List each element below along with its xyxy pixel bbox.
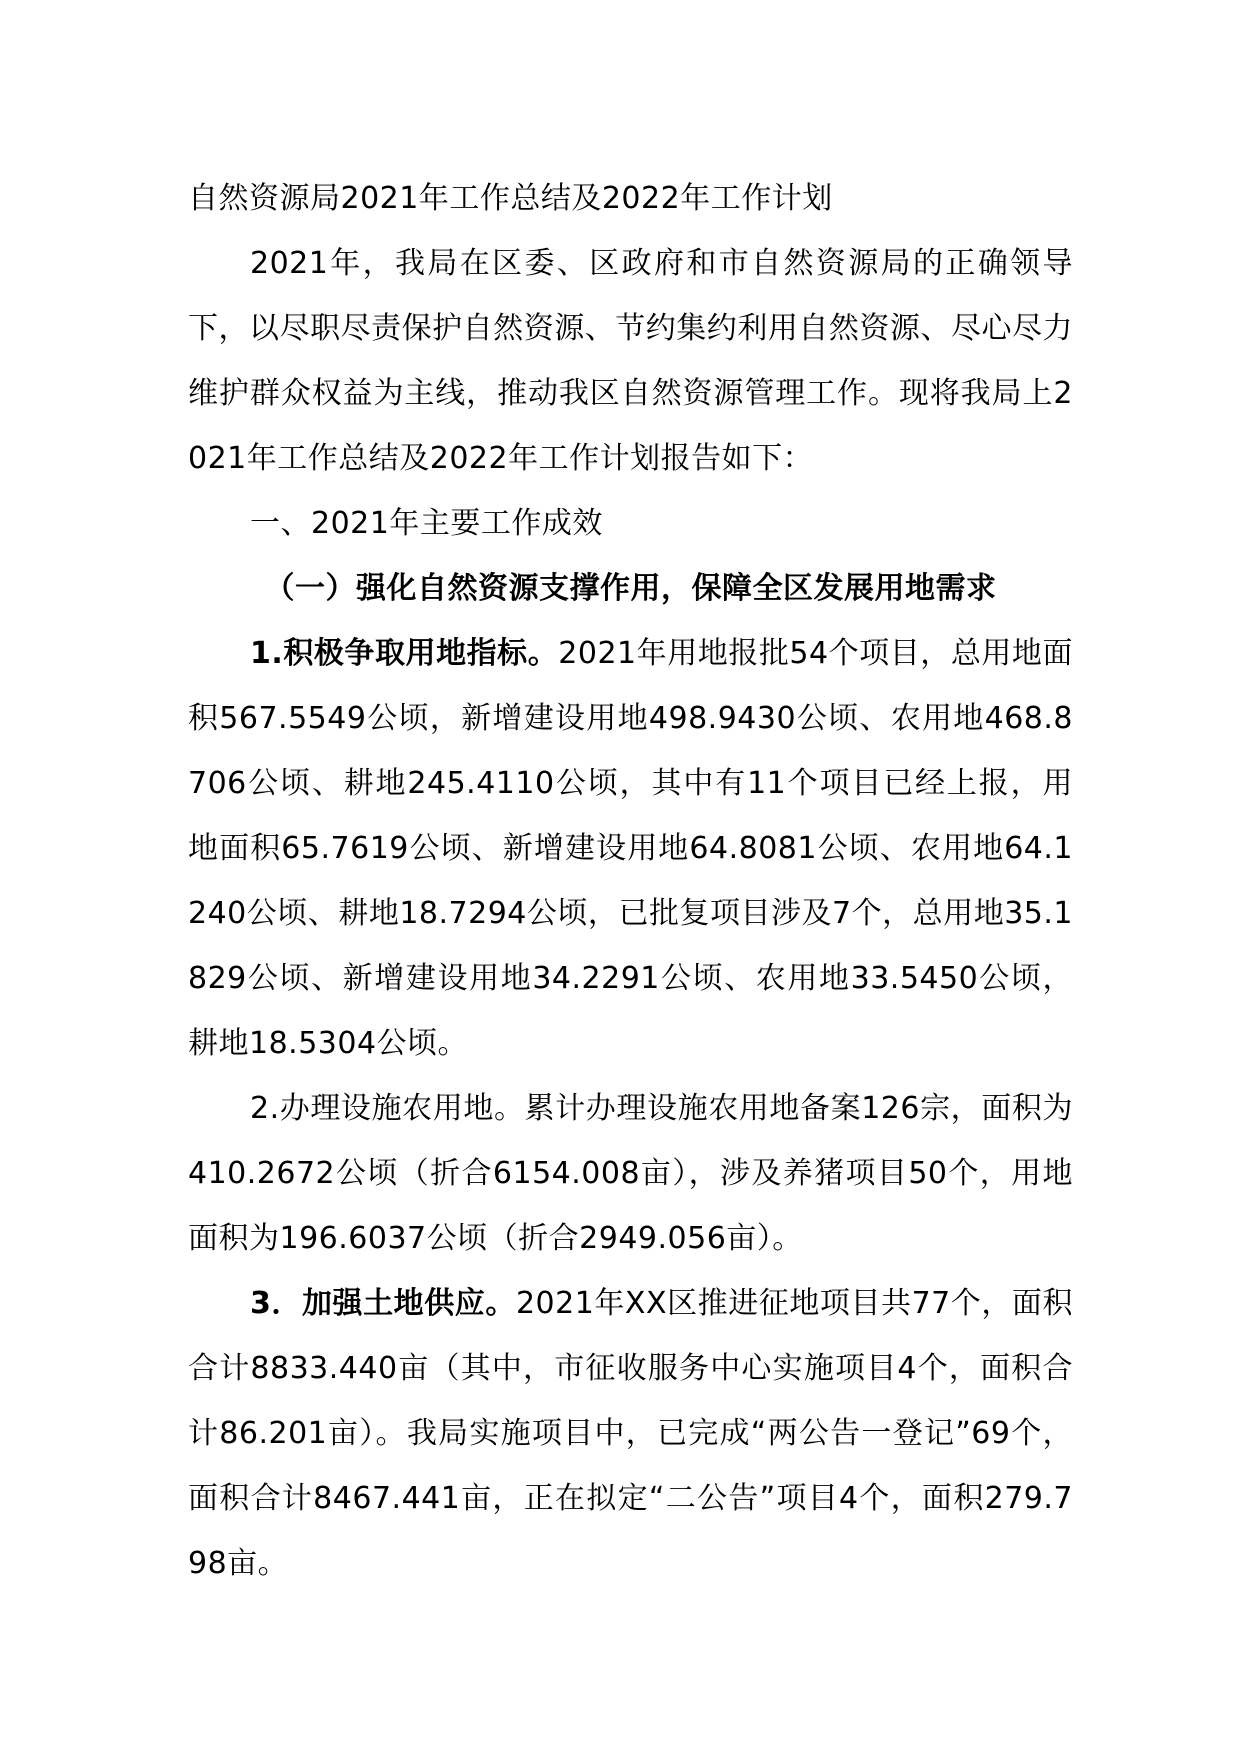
item-lead-1: 1.积极争取用地指标。 (250, 636, 559, 671)
subsection-heading: （一）强化自然资源支撑作用，保障全区发展用地需求 (264, 571, 997, 606)
section-heading: 一、2021年主要工作成效 (250, 506, 603, 541)
item-text-2: 2.办理设施农用地。累计办理设施农用地备案126宗，面积为410.2672公顷（折合6154.008亩），涉及养猪项目50个，用地面积为196.6037公顷（折合2949.056亩）。 (188, 1091, 1073, 1256)
item-text-1: 2021年用地报批54个项目，总用地面积567.5549公顷，新增建设用地498.9430公顷、农用地468.8706公顷、耕地245.4110公顷，其中有11个项目已经上报，用地面积65.7619公顷、新增建设用地64.8081公顷、农用地64.1240公顷、耕地18.7294公顷，已批复项目涉及7个，总用地35.1829公顷、新增建设用地34.2291公顷、农用地33.5450公顷，耕地18.5304公顷。 (188, 636, 1073, 1061)
item-paragraph-2 (188, 1076, 1073, 1271)
item-text-3: 2021年XX区推进征地项目共77个，面积合计8833.440亩（其中，市征收服务中心实施项目4个，面积合计86.201亩）。我局实施项目中，已完成“两公告一登记”69个，面积合计8467.441亩，正在拟定“二公告”项目4个，面积279.798亩。 (188, 1286, 1073, 1581)
item-lead-3: 3．加强土地供应。 (250, 1286, 516, 1321)
intro-paragraph: 2021年，我局在区委、区政府和市自然资源局的正确领导下，以尽职尽责保护自然资源、节约集约利用自然资源、尽心尽力维护群众权益为主线，推动我区自然资源管理工作。现将我局上2021年工作总结及2022年工作计划报告如下： (188, 246, 1073, 476)
item-paragraph-3 (188, 1271, 1073, 1596)
document-body (188, 166, 1073, 1596)
item-paragraph-1 (188, 621, 1073, 1076)
document-title: 自然资源局2021年工作总结及2022年工作计划 (188, 181, 833, 216)
